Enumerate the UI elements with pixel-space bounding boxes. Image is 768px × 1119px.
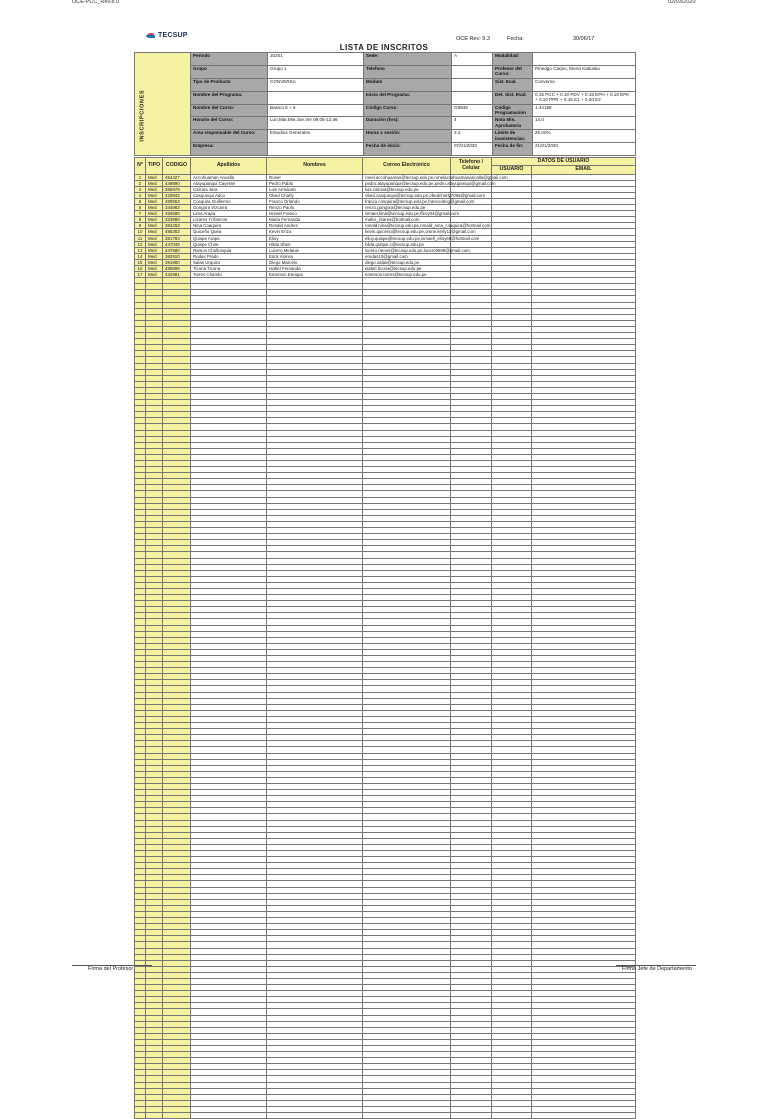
page-header-left: OCE-PCC_Rev.8.0	[72, 0, 119, 5]
row-codigo: 432981	[163, 272, 191, 278]
row-num: 14	[135, 253, 146, 259]
col-correo: Correo Electrónico	[363, 158, 451, 175]
row-codigo: 391880	[163, 259, 191, 265]
row-correo: mafer_lizares@hotmail.com	[363, 217, 451, 223]
row-tipo: Med	[146, 174, 163, 180]
sede-value: A	[452, 53, 493, 66]
row-codigo: 381783	[163, 235, 191, 241]
periodo-label: Periodo	[191, 53, 268, 66]
modulo-label: Módulo	[364, 78, 452, 91]
row-apellidos: Quispe Arapa	[191, 235, 267, 241]
row-tipo: Med	[146, 253, 163, 259]
row-correo: ismael.lima@tecsup.edu.pe,ffiroy04@gmail.com	[363, 211, 451, 217]
row-telefono	[451, 1113, 492, 1119]
row-nombres: Isabel Fernanda	[267, 266, 363, 272]
row-tipo: Med	[146, 180, 163, 186]
fecha-fin-value: 21/01/2020	[533, 143, 636, 156]
curso-label: Nombre del Curso:	[191, 104, 268, 117]
row-tipo: Med	[146, 198, 163, 204]
grupo-value: Grupo 1	[268, 65, 364, 78]
fecha-value: 30/06/17	[573, 36, 595, 42]
horas-sesion-label: Horas x sesión:	[364, 130, 452, 143]
row-tipo: Med	[146, 266, 163, 272]
row-email	[532, 1113, 636, 1119]
row-usuario	[492, 1113, 532, 1119]
row-nombres: Hilda Sheri	[267, 241, 363, 247]
row-apellidos: Gongora Vizcarra	[191, 205, 267, 211]
limite-inasistencias-value: 25.00%	[533, 130, 636, 143]
row-correo	[363, 1113, 451, 1119]
row-apellidos: Salas Urquizo	[191, 259, 267, 265]
codigo-programacion-label: Código Programación	[493, 104, 533, 117]
empresa-label: Empresa:	[191, 143, 268, 156]
row-codigo: 365978	[163, 186, 191, 192]
row-correo: kevin.quiceno@tecsup.edu.pe,omne.kerly11@gmail.com	[363, 229, 451, 235]
row-apellidos: Torres Chambi	[191, 272, 267, 278]
row-nombres: Ronald Andres	[267, 223, 363, 229]
row-nombres: Renzo Paolo	[267, 205, 363, 211]
row-num: 11	[135, 235, 146, 241]
row-num: 10	[135, 229, 146, 235]
row-correo: obed.casquequi@tecsup.edu.pe,obedcharly7065@gmail.com	[363, 192, 451, 198]
row-nombres: Kevin Enzo	[267, 229, 363, 235]
area-value: Estudios Generales	[268, 130, 364, 143]
modulo-value	[452, 78, 493, 91]
row-num: 5	[135, 198, 146, 204]
row-apellidos: Atayupanqui Cayente	[191, 180, 267, 186]
row-codigo: 449890	[163, 180, 191, 186]
row-tipo: Med	[146, 211, 163, 217]
modalidad-label: Modalidad:	[493, 53, 533, 66]
row-tipo: Med	[146, 186, 163, 192]
tecsup-logo	[146, 32, 188, 39]
row-nombres: Franco Orlando	[267, 198, 363, 204]
col-datos-usuario: DATOS DE USUARIO	[492, 158, 636, 166]
sist-eval-label: Sist. Eval.	[493, 78, 533, 91]
row-correo: lucero.ramos@tecsup.edu.pe,lucero0508@gmail.com	[363, 247, 451, 253]
row-codigo: 454427	[163, 174, 191, 180]
row-codigo: 485895	[163, 266, 191, 272]
row-nombres: Pedro Pablo	[267, 180, 363, 186]
row-nombres: Emerson Enrique	[267, 272, 363, 278]
row-num: 9	[135, 223, 146, 229]
duracion-label: Duración (hrs):	[364, 117, 452, 130]
limite-inasistencias-label: Limite de inasistencias:	[493, 130, 533, 143]
sist-eval-value: Conversa	[533, 78, 636, 91]
row-tipo: Med	[146, 223, 163, 229]
horario-value: Lun,Mar,Mie,Jue,Vie 09:05-12:46	[268, 117, 364, 130]
duracion-value: 4	[452, 117, 493, 130]
grupo-label: Grupo	[191, 65, 268, 78]
row-tipo: Med	[146, 259, 163, 265]
tipo-producto-label: Tipo de Producto	[191, 78, 268, 91]
row-codigo: 382910	[163, 253, 191, 259]
sede-label: Sede:	[364, 53, 452, 66]
row-tipo: Med	[146, 205, 163, 211]
nota-min-label: Nota Min. Aprobatoria	[493, 117, 533, 130]
firma-jefe: Firma Jefe de Departamento	[622, 966, 693, 972]
row-tipo: Med	[146, 247, 163, 253]
row-correo: diego.salas@tecsup.edu.pe	[363, 259, 451, 265]
profesor-value: Pinedgo Carpio, Elena Katiuska	[533, 65, 636, 78]
modalidad-value	[533, 53, 636, 66]
row-apellidos: Lizares Yrrfancos	[191, 217, 267, 223]
curso-value: Basico 5 + 6	[268, 104, 364, 117]
row-apellidos: Accohuaman Ancalla	[191, 174, 267, 180]
row-nombres: Diego Marcelo	[267, 259, 363, 265]
version-label: OCE Rev: 9.3	[456, 36, 490, 42]
tecsup-logo-icon	[146, 33, 156, 39]
row-codigo: 447680	[163, 247, 191, 253]
row-codigo: 323590	[163, 217, 191, 223]
row-apellidos: Ticona Ticona	[191, 266, 267, 272]
row-apellidos: Nina Coaquira	[191, 223, 267, 229]
row-apellidos: Ramos Chullunquia	[191, 247, 267, 253]
row-nombres: Elioy	[267, 235, 363, 241]
row-correo: luis.calcina@tecsup.edu.pe	[363, 186, 451, 192]
col-tipo: TIPO	[146, 158, 163, 175]
students-table	[134, 157, 636, 1119]
row-num: 16	[135, 266, 146, 272]
programa-value	[268, 91, 364, 104]
col-email: EMAIL	[532, 166, 636, 174]
det-sist-eval-value: 0.15 PCC + 0.10 PDV + 0.15 EPH + 0.15 EPK + 0.10 PPR + 0.15 E1 + 0.20 E2	[533, 91, 636, 104]
row-tipo: Med	[146, 217, 163, 223]
row-nombres	[267, 1113, 363, 1119]
area-label: Area responsable del Curso:	[191, 130, 268, 143]
row-codigo: 450680	[163, 211, 191, 217]
table-row	[135, 1113, 636, 1119]
row-apellidos: Rodas Prado	[191, 253, 267, 259]
row-correo: ronel.accohuaman@tecsup.edu.pe,ronelaccahuamanancalla@gmail.com	[363, 174, 451, 180]
row-tipo: Med	[146, 272, 163, 278]
row-correo: franco.cosquira@tecsup.edu.pe,francoo6cg@gmail.com	[363, 198, 451, 204]
row-tipo: Med	[146, 192, 163, 198]
row-nombres: Ronel	[267, 174, 363, 180]
row-nombres: Maria Fernanda	[267, 217, 363, 223]
row-tipo: Med	[146, 241, 163, 247]
codigo-curso-value: G8948	[452, 104, 493, 117]
row-nombres: Erick Alonso	[267, 253, 363, 259]
logo-text: TECSUP	[158, 32, 188, 39]
inscripciones-side-label: INSCRIPCIONES	[135, 53, 191, 156]
row-num: 4	[135, 192, 146, 198]
det-sist-eval-label: Det. Sist. Eval.	[493, 91, 533, 104]
col-usuario: USUARIO	[492, 166, 532, 174]
row-nombres: Luis Armando	[267, 186, 363, 192]
col-num: Nº	[135, 158, 146, 175]
row-apellidos: Quispe Chire	[191, 241, 267, 247]
row-codigo: 344962	[163, 205, 191, 211]
row-nombres: Ismael Franco	[267, 211, 363, 217]
horario-label: Horario del Curso:	[191, 117, 268, 130]
row-codigo: 480553	[163, 198, 191, 204]
row-codigo: 485353	[163, 229, 191, 235]
row-correo: erodas10@gmail.com	[363, 253, 451, 259]
horas-sesion-value: 3.2	[452, 130, 493, 143]
periodo-value: 20201	[268, 53, 364, 66]
col-telefono: Telefono / Celular	[451, 158, 492, 175]
firma-profesor: Firma del Profesor	[88, 966, 134, 972]
row-correo: pedro.atayupanqui@tecsup.edu.pe,pedro.atayupanqui@gmail.com	[363, 180, 451, 186]
row-codigo: 447049	[163, 241, 191, 247]
row-correo: ronald.nina@tecsup.edu.pe,ronald_nina_coaquira@hotmail.com	[363, 223, 451, 229]
row-nombres: Obed Charly	[267, 192, 363, 198]
row-num: 17	[135, 272, 146, 278]
row-codigo: 420942	[163, 192, 191, 198]
row-codigo	[163, 1113, 191, 1119]
row-num: 8	[135, 217, 146, 223]
row-codigo: 384263	[163, 223, 191, 229]
row-num: 6	[135, 205, 146, 211]
row-num: 2	[135, 180, 146, 186]
telefono-label: Telefono	[364, 65, 452, 78]
col-codigo: CODIGO	[163, 158, 191, 175]
empresa-value	[268, 143, 364, 156]
document-title: LISTA DE INSCRITOS	[339, 43, 429, 52]
row-correo: renzo.gongora@tecsup.edu.pe	[363, 205, 451, 211]
fecha-inicio-label: Fecha de inicio:	[364, 143, 452, 156]
row-num: 13	[135, 247, 146, 253]
row-apellidos	[191, 1113, 267, 1119]
row-correo: isabel.ticona@tecsup.edu.pe	[363, 266, 451, 272]
row-apellidos: Casquequi Adco	[191, 192, 267, 198]
row-tipo: Med	[146, 229, 163, 235]
row-num	[135, 1113, 146, 1119]
row-correo: hilda.quispe.c@tecsup.edu.pe	[363, 241, 451, 247]
nota-min-value: 14.0	[533, 117, 636, 130]
row-correo: emerson.torres@tecsup.edu.pe	[363, 272, 451, 278]
profesor-label: Profesor del Curso:	[493, 65, 533, 78]
row-tipo	[146, 1113, 163, 1119]
row-num: 15	[135, 259, 146, 265]
row-tipo: Med	[146, 235, 163, 241]
row-correo: elioy.quispe@tecsup.edu.pe,ismaell_elioy69@hotmail.com	[363, 235, 451, 241]
row-num: 3	[135, 186, 146, 192]
col-nombres: Nombres	[267, 158, 363, 175]
fecha-inicio-value: 07/01/2020	[452, 143, 493, 156]
row-apellidos: Quiceño Quea	[191, 229, 267, 235]
row-num: 1	[135, 174, 146, 180]
course-info-table	[134, 52, 636, 156]
fecha-fin-label: Fecha de fin:	[493, 143, 533, 156]
programa-label: Nombre del Programa:	[191, 91, 268, 104]
col-apellidos: Apellidos	[191, 158, 267, 175]
telefono-value	[452, 65, 493, 78]
fecha-label: Fecha:	[507, 36, 524, 42]
inicio-programa-value	[452, 91, 493, 104]
row-num: 7	[135, 211, 146, 217]
tipo-producto-value: CONVERSA	[268, 78, 364, 91]
row-nombres: Lucero Melanie	[267, 247, 363, 253]
codigo-programacion-value: 1.44168	[533, 104, 636, 117]
row-apellidos: Cosquira Guillermo	[191, 198, 267, 204]
row-apellidos: Calcina Jara	[191, 186, 267, 192]
row-apellidos: Lima Arapa	[191, 211, 267, 217]
page-header-right: 02/03/2020	[668, 0, 696, 5]
inicio-programa-label: Inicio del Programa:	[364, 91, 452, 104]
row-num: 12	[135, 241, 146, 247]
codigo-curso-label: Código Curso:	[364, 104, 452, 117]
